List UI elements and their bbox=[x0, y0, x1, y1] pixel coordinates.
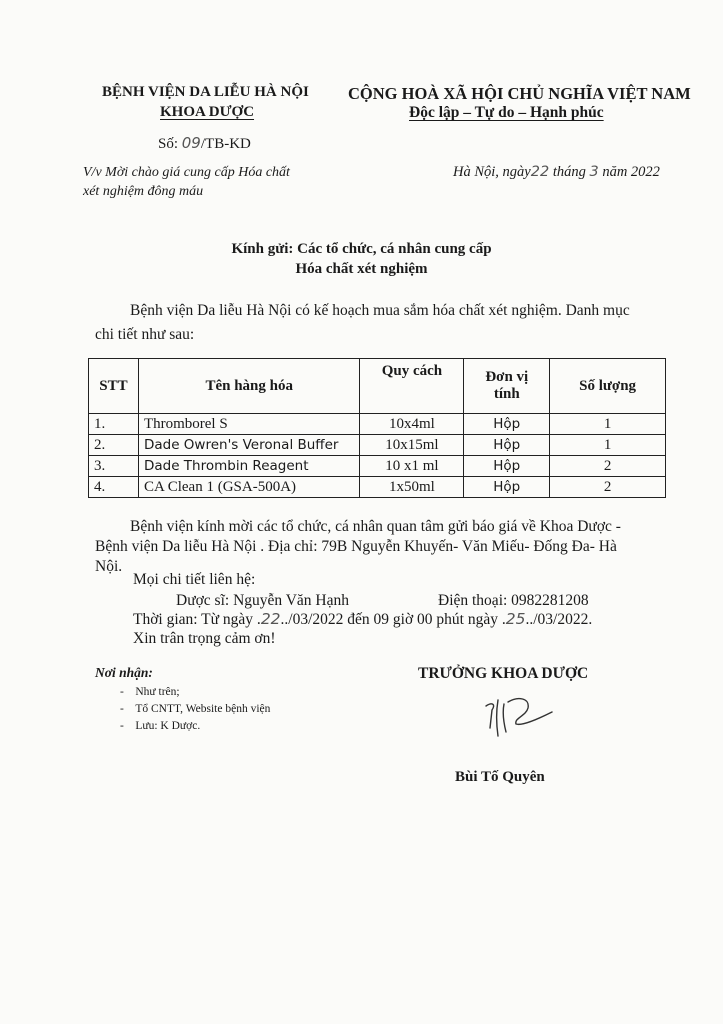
row-spec: 1x50ml bbox=[360, 477, 464, 498]
header-unit-line2: tính bbox=[493, 386, 520, 402]
row-spec: 10x15ml bbox=[360, 435, 464, 456]
row-stt: 1. bbox=[89, 414, 139, 435]
subject-line-2: xét nghiệm đông máu bbox=[83, 184, 204, 199]
date-mid: tháng bbox=[552, 164, 586, 180]
header-unit bbox=[464, 359, 550, 414]
table-row bbox=[89, 456, 666, 477]
contact-phone: Điện thoại: 0982281208 bbox=[438, 592, 589, 609]
signatory-name: Bùi Tố Quyên bbox=[455, 769, 545, 785]
time-day1-handwritten: 22 bbox=[260, 610, 281, 628]
national-motto: Độc lập – Tự do – Hạnh phúc bbox=[409, 104, 604, 121]
hospital-name: BỆNH VIỆN DA LIỄU HÀ NỘI bbox=[102, 84, 309, 100]
addressee-line-1: Kính gửi: Các tổ chức, cá nhân cung cấp bbox=[231, 241, 492, 257]
header-name: Tên hàng hóa bbox=[138, 359, 360, 414]
row-stt: 3. bbox=[89, 456, 139, 477]
invitation-line-2: Bệnh viện Da liễu Hà Nội . Địa chỉ: 79B Nguyễn Khuyến- Văn Miếu- Đống Đa- Hà bbox=[95, 538, 617, 555]
date-month-handwritten: 3 bbox=[589, 164, 599, 180]
header-qty: Số lượng bbox=[550, 359, 666, 414]
invitation-line-3: Nội. bbox=[95, 558, 123, 575]
table-row bbox=[89, 435, 666, 456]
reference-number bbox=[158, 134, 251, 153]
ref-suffix: /TB-KD bbox=[200, 136, 251, 152]
signature-mark bbox=[478, 692, 558, 742]
contact-heading: Mọi chi tiết liên hệ: bbox=[133, 571, 256, 588]
time-suffix: ../03/2022. bbox=[525, 611, 593, 628]
row-name: Dade Thrombin Reagent bbox=[138, 456, 360, 477]
intro-line-2: chi tiết như sau: bbox=[95, 326, 195, 343]
date-prefix: Hà Nội, ngày bbox=[453, 164, 531, 180]
addressee-line-2: Hóa chất xét nghiệm bbox=[295, 261, 428, 277]
subject-line-1: V/v Mời chào giá cung cấp Hóa chất bbox=[83, 165, 290, 180]
recipient-item: - Lưu: K Dược. bbox=[120, 720, 201, 732]
row-stt: 4. bbox=[89, 477, 139, 498]
time-mid: ../03/2022 đến 09 giờ 00 phút ngày . bbox=[280, 611, 506, 628]
contact-time bbox=[133, 610, 592, 629]
row-name: Thromborel S bbox=[138, 414, 360, 435]
row-spec: 10x4ml bbox=[360, 414, 464, 435]
row-qty: 2 bbox=[550, 456, 666, 477]
table-row bbox=[89, 414, 666, 435]
row-stt: 2. bbox=[89, 435, 139, 456]
invitation-line-1: Bệnh viện kính mời các tổ chức, cá nhân quan tâm gửi báo giá về Khoa Dược - bbox=[130, 518, 621, 535]
recipient-item: - Như trên; bbox=[120, 686, 180, 698]
row-unit: Hộp bbox=[464, 477, 550, 498]
date-day-handwritten: 22 bbox=[530, 164, 550, 180]
department-name: KHOA DƯỢC bbox=[160, 104, 255, 120]
time-prefix: Thời gian: Từ ngày . bbox=[133, 611, 261, 628]
ref-prefix: Số: bbox=[158, 136, 179, 152]
row-qty: 2 bbox=[550, 477, 666, 498]
row-unit: Hộp bbox=[464, 456, 550, 477]
contact-pharmacist: Dược sĩ: Nguyễn Văn Hạnh bbox=[176, 592, 350, 609]
header-spec: Quy cách bbox=[360, 359, 464, 414]
row-unit: Hộp bbox=[464, 435, 550, 456]
ref-number-handwritten: 09 bbox=[181, 134, 201, 152]
row-qty: 1 bbox=[550, 414, 666, 435]
row-unit: Hộp bbox=[464, 414, 550, 435]
row-name: Dade Owren's Veronal Buffer bbox=[138, 435, 360, 456]
row-spec: 10 x1 ml bbox=[360, 456, 464, 477]
row-qty: 1 bbox=[550, 435, 666, 456]
header-stt: STT bbox=[89, 359, 139, 414]
intro-line-1: Bệnh viện Da liễu Hà Nội có kế hoạch mua sắm hóa chất xét nghiệm. Danh mục bbox=[130, 302, 630, 319]
row-name: CA Clean 1 (GSA-500A) bbox=[138, 477, 360, 498]
recipients-heading: Nơi nhận: bbox=[95, 665, 153, 680]
national-title: CỘNG HOÀ XÃ HỘI CHỦ NGHĨA VIỆT NAM bbox=[348, 84, 691, 103]
closing-thanks: Xin trân trọng cảm ơn! bbox=[133, 630, 276, 647]
signatory-title: TRƯỞNG KHOA DƯỢC bbox=[418, 665, 589, 682]
date-suffix: năm 2022 bbox=[602, 164, 660, 180]
date-line bbox=[453, 164, 660, 181]
recipient-item: - Tổ CNTT, Website bệnh viện bbox=[120, 703, 271, 715]
table-header-row bbox=[89, 359, 666, 414]
time-day2-handwritten: 25 bbox=[505, 610, 526, 628]
table-row bbox=[89, 477, 666, 498]
header-unit-line1: Đơn vị bbox=[485, 369, 529, 385]
goods-table bbox=[88, 358, 666, 498]
